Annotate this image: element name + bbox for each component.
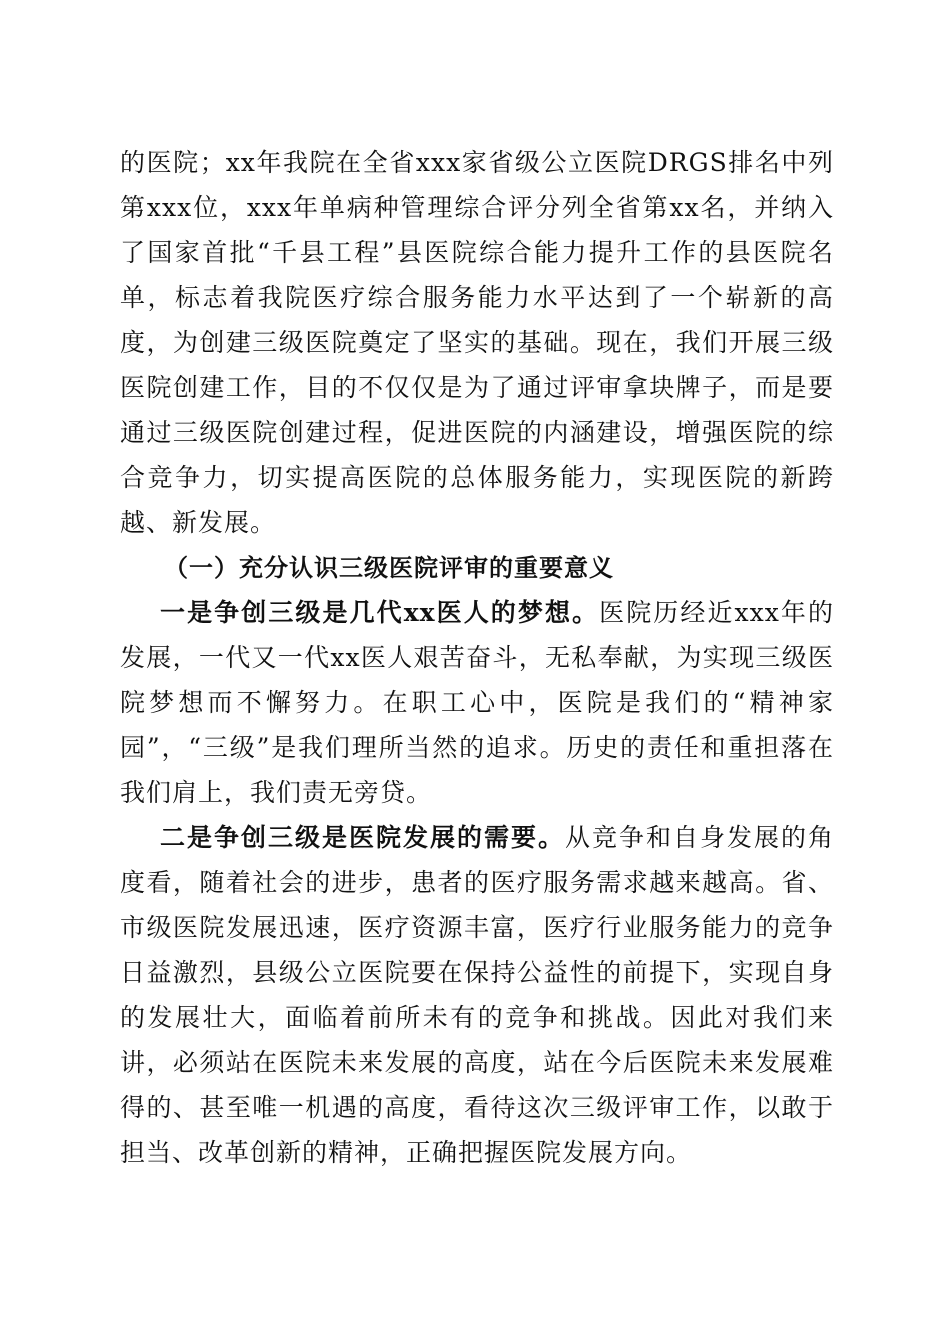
document-body	[120, 140, 834, 1175]
point-2-body: 从竞争和自身发展的角度看，随着社会的进步，患者的医疗服务需求越来越高。省、市级医院发展迅速，医疗资源丰富，医疗行业服务能力的竞争日益激烈，县级公立医院要在保持公益性的前提下，实现自身的发展壮大，面临着前所未有的竞争和挑战。因此对我们来讲，必须站在医院未来发展的高度，站在今后医院未来发展难得的、甚至唯一机遇的高度，看待这次三级评审工作，以敢于担当、改革创新的精神，正确把握医院发展方向。	[120, 823, 834, 1167]
section-heading: （一）充分认识三级医院评审的重要意义	[164, 553, 614, 582]
point-2-lead: 二是争创三级是医院发展的需要。	[160, 823, 565, 852]
point-1-paragraph	[120, 590, 834, 815]
point-1-lead: 一是争创三级是几代xx医人的梦想。	[160, 598, 600, 627]
paragraph-continuation: 的医院；xx年我院在全省xxx家省级公立医院DRGS排名中列第xxx位，xxx年单病种管理综合评分列全省第xx名，并纳入了国家首批“千县工程”县医院综合能力提升工作的县医院名单，标志着我院医疗综合服务能力水平达到了一个崭新的高度，为创建三级医院奠定了坚实的基础。现在，我们开展三级医院创建工作，目的不仅仅是为了通过评审拿块牌子，而是要通过三级医院创建过程，促进医院的内涵建设，增强医院的综合竞争力，切实提高医院的总体服务能力，实现医院的新跨越、新发展。	[120, 148, 834, 537]
point-2-paragraph	[120, 815, 834, 1175]
point-1-body: 医院历经近xxx年的发展，一代又一代xx医人艰苦奋斗，无私奉献，为实现三级医院梦想而不懈努力。在职工心中，医院是我们的“精神家园”，“三级”是我们理所当然的追求。历史的责任和重担落在我们肩上，我们责无旁贷。	[120, 598, 834, 807]
